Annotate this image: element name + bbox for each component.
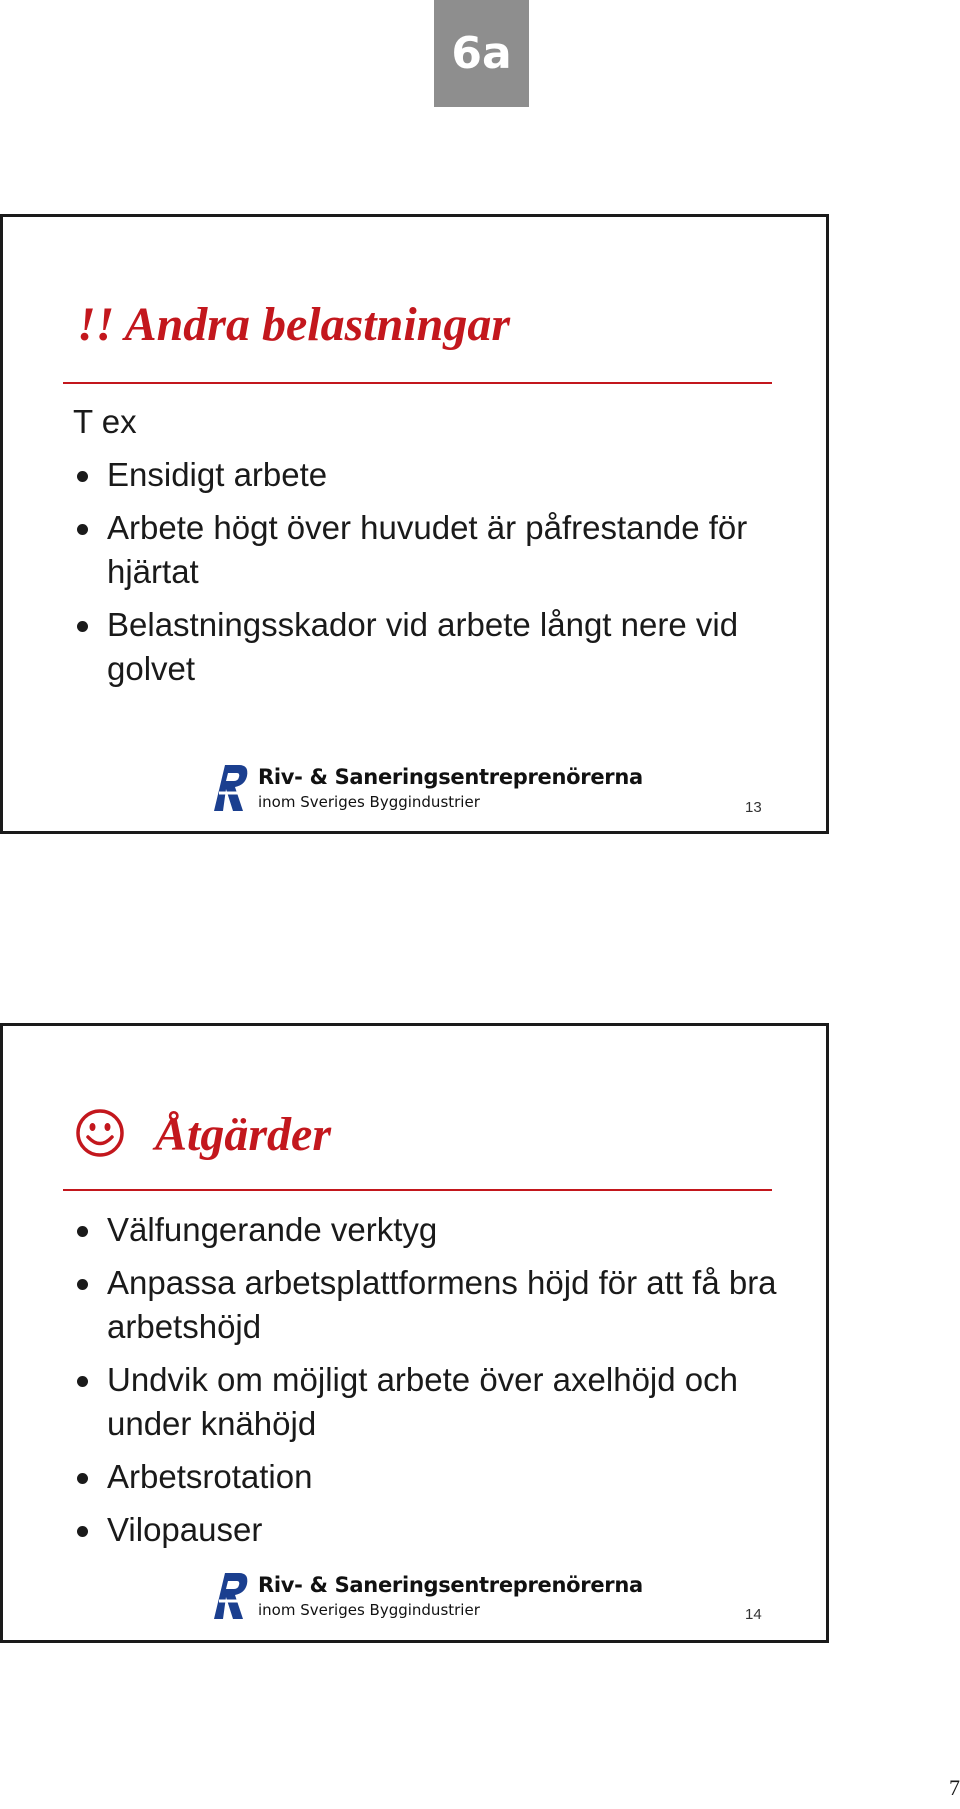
slide-title: !! Andra belastningar [77,298,511,351]
slide-number: 13 [745,799,762,816]
logo-subtitle: inom Sveriges Byggindustrier [258,793,480,811]
bullet-text: Undvik om möjligt arbete över axelhöjd och under knähöjd [107,1361,738,1442]
intro-text: T ex [73,403,137,440]
page-number: 7 [949,1775,960,1800]
bullet-item [75,603,827,691]
smiley-icon [75,1108,125,1158]
title-divider [63,1189,772,1191]
slide-number: 14 [745,1606,762,1623]
slide-13 [0,214,829,834]
bullet-item [75,1508,827,1552]
bullet-dot-icon [77,1279,88,1290]
bullet-dot-icon [77,1226,88,1237]
slide-14 [0,1023,829,1643]
logo-mark-icon [211,1571,249,1621]
bullet-text: Välfungerande verktyg [107,1211,438,1248]
bullet-text: Vilopauser [107,1511,263,1548]
bullet-text: Anpassa arbetsplattformens höjd för att få bra arbetshöjd [107,1264,777,1345]
bullet-item [75,453,827,497]
bullet-text: Arbetsrotation [107,1458,313,1495]
slide-title: Åtgärder [155,1108,332,1161]
bullet-item [75,1261,827,1349]
bullet-item [75,506,827,594]
company-logo [211,1571,643,1621]
bullet-dot-icon [77,524,88,535]
bullet-dot-icon [77,621,88,632]
bullet-text: Ensidigt arbete [107,456,328,493]
bullet-dot-icon [77,1376,88,1387]
bullet-list [75,1208,827,1561]
logo-title: Riv- & Saneringsentreprenörerna [258,765,643,789]
bullet-list [75,453,827,700]
bullet-dot-icon [77,1473,88,1484]
bullet-text: Arbete högt över huvudet är påfrestande för hjärtat [107,509,748,590]
logo-subtitle: inom Sveriges Byggindustrier [258,1601,480,1619]
logo-title: Riv- & Saneringsentreprenörerna [258,1573,643,1597]
company-logo [211,763,643,813]
bullet-dot-icon [77,471,88,482]
bullet-dot-icon [77,1526,88,1537]
bullet-item [75,1208,827,1252]
bullet-text: Belastningsskador vid arbete långt nere vid golvet [107,606,739,687]
title-divider [63,382,772,384]
section-tag: 6a [434,0,529,107]
bullet-item [75,1455,827,1499]
bullet-item [75,1358,827,1446]
logo-mark-icon [211,763,249,813]
